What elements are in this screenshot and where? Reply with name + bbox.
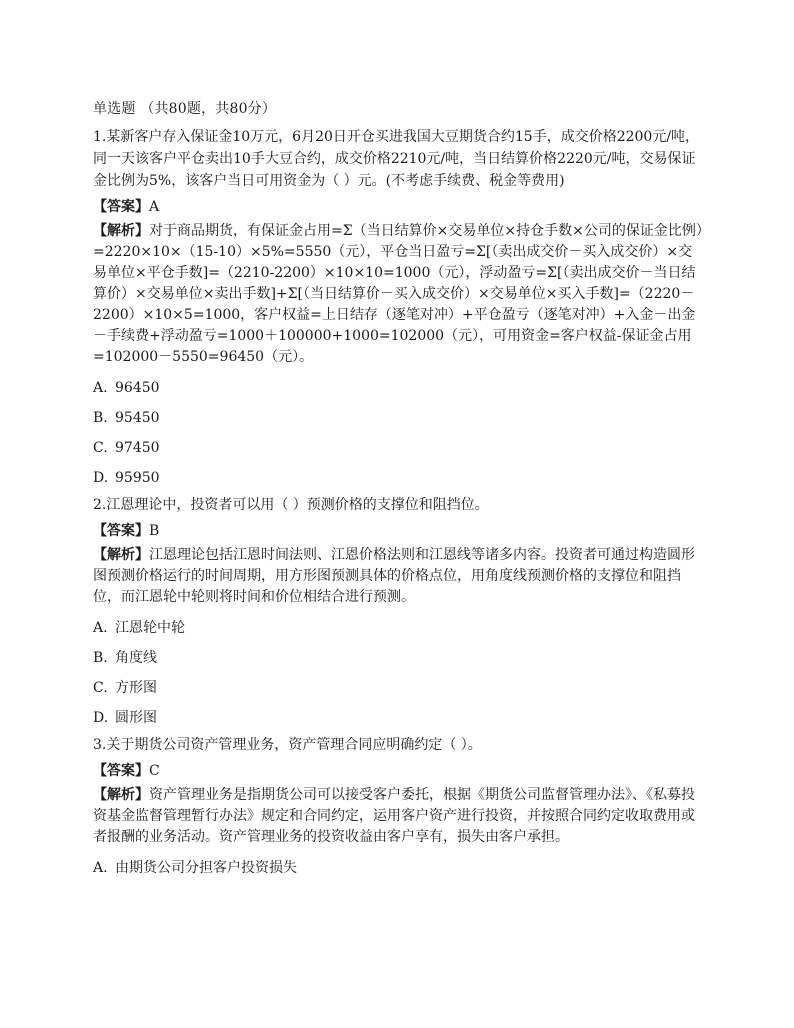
option-letter: D.	[93, 470, 109, 486]
option-text: 95950	[115, 470, 160, 486]
option-letter: A.	[93, 380, 108, 396]
option-letter: A.	[93, 620, 108, 636]
explanation	[93, 785, 705, 848]
explanation-tag: 【解析】	[93, 547, 149, 563]
option-letter: C.	[93, 680, 108, 696]
option-letter: B.	[93, 410, 108, 426]
explanation-text: 资产管理业务是指期货公司可以接受客户委托，根据《期货公司监督管理办法》、《私募投资基金监督管理暂行办法》规定和合同约定，运用客户资产进行投资，并按照合同约定收取费用或者报酬的业务活动。资产管理业务的投资收益由客户享有，损失由客户承担。	[93, 787, 695, 845]
option-text: 角度线	[115, 650, 157, 666]
explanation-text: 江恩理论包括江恩时间法则、江恩价格法则和江恩线等诸多内容。投资者可通过构造圆形图预测价格运行的时间周期，用方形图预测具体的价格点位，用角度线预测价格的支撑位和阻挡位，而江恩轮中轮则将时间和价位相结合进行预测。	[93, 547, 695, 605]
answer-tag: 【答案】	[93, 523, 149, 539]
option-d	[93, 468, 705, 488]
question-2	[93, 494, 705, 728]
option-b	[93, 648, 705, 668]
option-b	[93, 408, 705, 428]
option-letter: D.	[93, 710, 109, 726]
question-3	[93, 734, 705, 878]
option-letter: A.	[93, 860, 108, 876]
option-a	[93, 378, 705, 398]
option-text: 圆形图	[115, 710, 157, 726]
option-a	[93, 618, 705, 638]
option-letter: B.	[93, 650, 108, 666]
explanation	[93, 221, 705, 368]
option-text: 方形图	[115, 680, 157, 696]
explanation-tag: 【解析】	[93, 223, 149, 239]
question-text: 1.某新客户存入保证金10万元，6月20日开仓买进我国大豆期货合约15手，成交价格2200元/吨，同一天该客户平仓卖出10手大豆合约，成交价格2210元/吨，当日结算价格2220元/吨，交易保证金比例为5%，该客户当日可用资金为（ ）元。(不考虑手续费、税金等费用)	[93, 129, 700, 189]
option-text: 由期货公司分担客户投资损失	[115, 860, 297, 876]
option-text: 97450	[115, 440, 160, 456]
question-text: 2.江恩理论中，投资者可以用（ ）预测价格的支撑位和阻挡位。	[93, 497, 489, 513]
answer-line	[93, 520, 705, 542]
option-text: 95450	[115, 410, 160, 426]
answer-line	[93, 760, 705, 782]
option-text: 江恩轮中轮	[115, 620, 185, 636]
answer-value: C	[149, 763, 160, 779]
answer-tag: 【答案】	[93, 199, 149, 215]
answer-tag: 【答案】	[93, 763, 149, 779]
section-title: 单选题 （共80题，共80分）	[93, 101, 277, 117]
answer-value: B	[149, 523, 160, 539]
explanation-text: 对于商品期货，有保证金占用=Σ（当日结算价×交易单位×持仓手数×公司的保证金比例）=2220×10×（15-10）×5%=5550（元），平仓当日盈亏=Σ[（卖出成交价－买入成交价）×交易单位×平仓手数]=（2210-2200）×10×10=1000（元），浮动盈亏=Σ[（卖出成交价－当日结算价）×交易单位×卖出手数]+Σ[（当日结算价－买入成交价）×交易单位×买入手数]=（2220－2200）×10×5=1000，客户权益=上日结存（逐笔对冲）+平仓盈亏（逐笔对冲）+入金－出金－手续费+浮动盈亏=1000＋100000+1000=102000（元），可用资金=客户权益-保证金占用=102000－5550=96450（元）。	[93, 223, 703, 365]
question-1	[93, 126, 705, 488]
option-d	[93, 708, 705, 728]
exam-content	[93, 98, 705, 878]
explanation-tag: 【解析】	[93, 787, 149, 803]
option-a	[93, 858, 705, 878]
answer-value: A	[149, 199, 160, 215]
answer-line	[93, 196, 705, 218]
option-text: 96450	[115, 380, 160, 396]
option-letter: C.	[93, 440, 108, 456]
option-c	[93, 438, 705, 458]
explanation	[93, 545, 705, 608]
question-text: 3.关于期货公司资产管理业务，资产管理合同应明确约定（ ）。	[93, 737, 482, 753]
option-c	[93, 678, 705, 698]
